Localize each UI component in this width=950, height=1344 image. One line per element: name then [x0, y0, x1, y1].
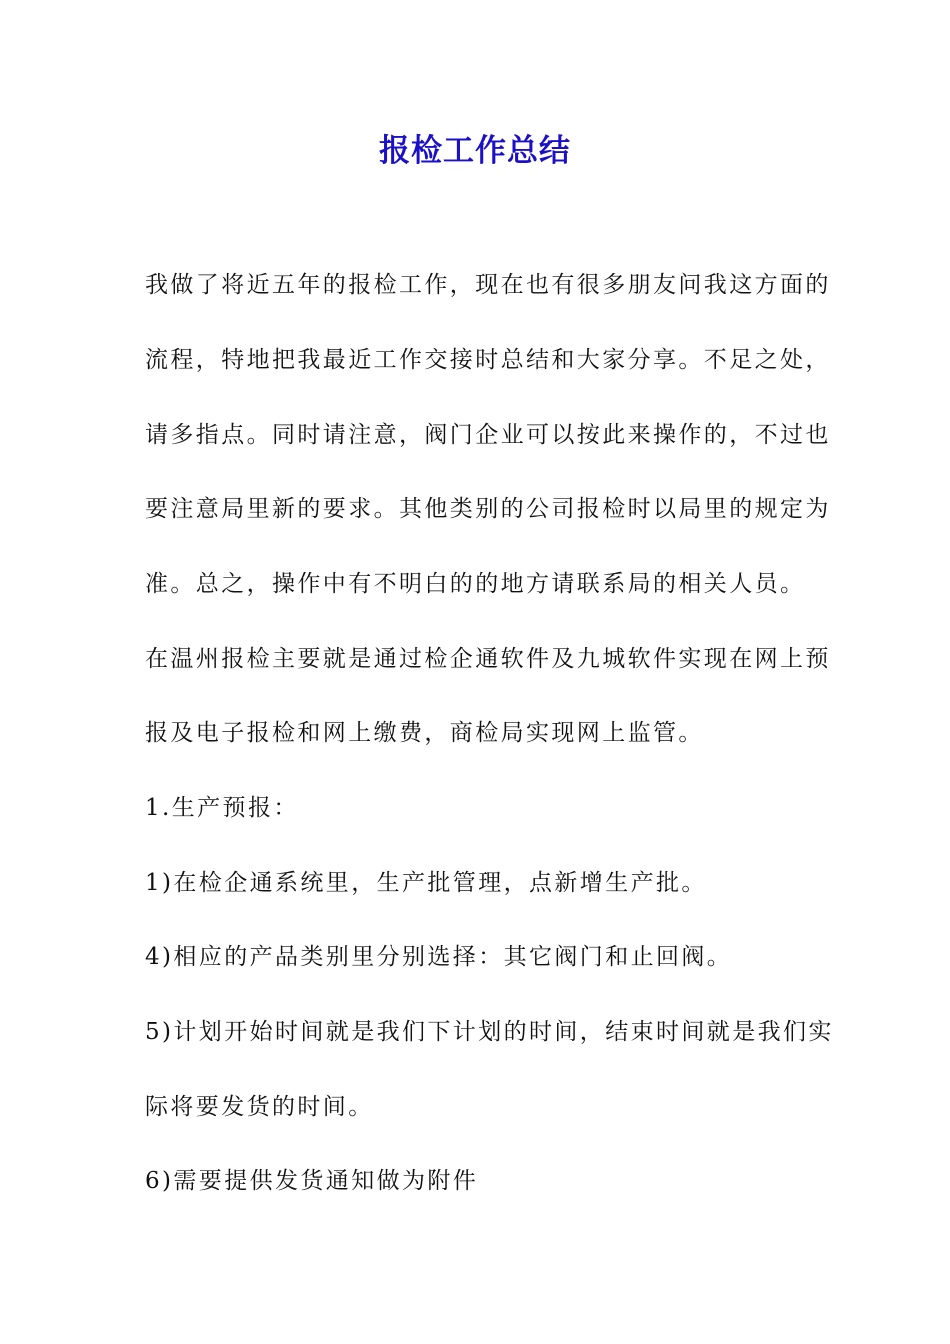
- paragraph-line: 在温州报检主要就是通过检企通软件及九城软件实现在网上预: [145, 646, 831, 672]
- list-item: 6)需要提供发货通知做为附件: [145, 1168, 479, 1194]
- paragraph-line: 报及电子报检和网上缴费，商检局实现网上监管。: [145, 720, 704, 746]
- paragraph-line: 请多指点。同时请注意，阀门企业可以按此来操作的，不过也: [145, 422, 831, 448]
- list-item: 4)相应的产品类别里分别选择：其它阀门和止回阀。: [145, 944, 733, 970]
- paragraph-line: 要注意局里新的要求。其他类别的公司报检时以局里的规定为: [145, 496, 831, 522]
- section-heading: 1.生产预报：: [145, 795, 299, 821]
- paragraph-line: 流程，特地把我最近工作交接时总结和大家分享。不足之处，: [145, 347, 831, 373]
- list-item-continuation: 际将要发货的时间。: [145, 1094, 374, 1120]
- paragraph-line: 我做了将近五年的报检工作，现在也有很多朋友问我这方面的: [145, 272, 831, 298]
- paragraph-line: 准。总之，操作中有不明白的的地方请联系局的相关人员。: [145, 571, 806, 597]
- list-item: 5)计划开始时间就是我们下计划的时间，结束时间就是我们实: [145, 1019, 834, 1045]
- list-item: 1)在检企通系统里，生产批管理，点新增生产批。: [145, 870, 707, 896]
- document-title: 报检工作总结: [379, 133, 571, 169]
